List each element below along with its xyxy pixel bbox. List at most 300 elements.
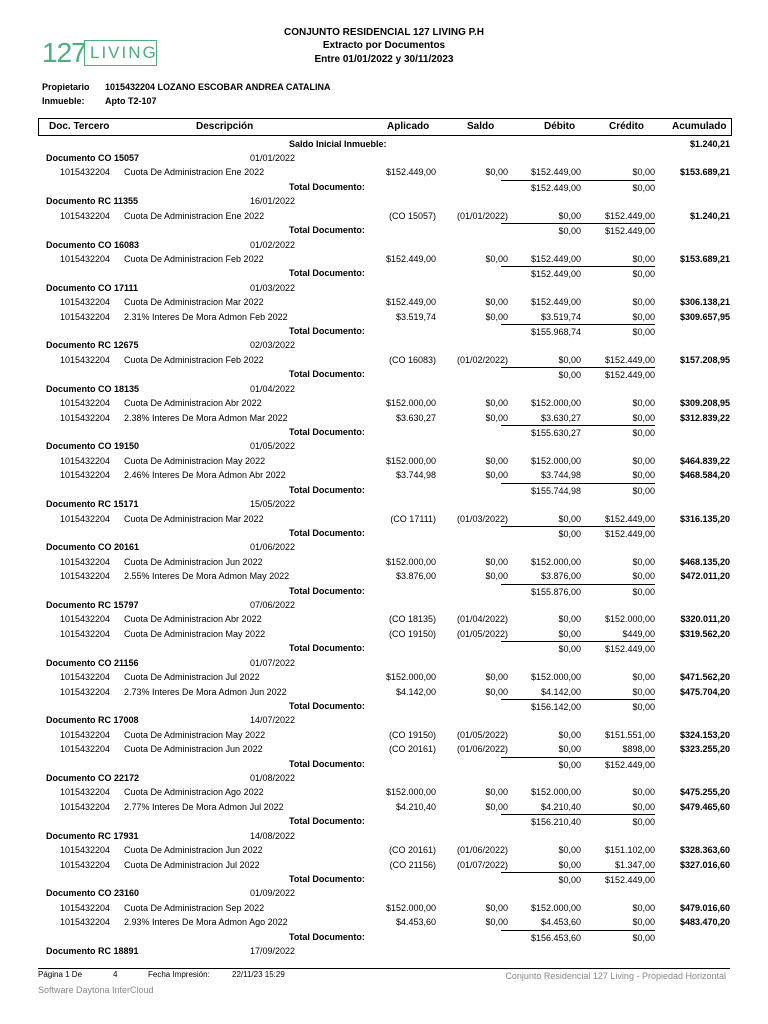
cell-tercero: 1015432204 — [60, 354, 111, 365]
logo-number: 127 — [42, 37, 86, 68]
total-credito: $0,00 — [575, 425, 655, 440]
cell-descripcion: Cuota De Administracion Sep 2022 — [124, 902, 265, 913]
table-row — [38, 785, 730, 799]
cell-credito: $0,00 — [632, 787, 655, 798]
cell-tercero: 1015432204 — [60, 167, 111, 178]
page-total: 4 — [113, 970, 118, 979]
cell-saldo: $0,00 — [485, 297, 508, 308]
cell-saldo: $0,00 — [485, 311, 508, 322]
total-credito: $152.449,00 — [575, 223, 655, 238]
document-total-row — [38, 425, 730, 439]
table-row — [38, 612, 730, 626]
document-total-row — [38, 814, 730, 828]
total-debito: $0,00 — [501, 641, 581, 656]
total-credito: $0,00 — [575, 814, 655, 829]
cell-credito: $151.551,00 — [604, 729, 655, 740]
cell-tercero: 1015432204 — [60, 297, 111, 308]
cell-credito: $1.347,00 — [614, 859, 655, 870]
total-credito: $0,00 — [575, 483, 655, 498]
cell-descripcion: Cuota De Administracion Abr 2022 — [124, 398, 262, 409]
total-debito: $155.968,74 — [501, 324, 581, 339]
cell-descripcion: Cuota De Administracion May 2022 — [124, 455, 266, 466]
cell-tercero: 1015432204 — [60, 412, 111, 423]
document-total-row — [38, 324, 730, 338]
total-debito: $152.449,00 — [501, 180, 581, 195]
property-label: Inmueble: — [42, 96, 85, 106]
table-row — [38, 353, 730, 367]
cell-aplicado: $4.142,00 — [395, 686, 436, 697]
cell-credito: $152.000,00 — [604, 614, 655, 625]
cell-acumulado: $471.562,20 — [679, 672, 730, 683]
cell-credito: $0,00 — [632, 253, 655, 264]
table-row — [38, 310, 730, 324]
cell-acumulado: $464.839,22 — [679, 455, 730, 466]
cell-acumulado: $316.135,20 — [679, 513, 730, 524]
cell-credito: $0,00 — [632, 801, 655, 812]
document-total-row — [38, 180, 730, 194]
cell-tercero: 1015432204 — [60, 672, 111, 683]
document-header-row — [38, 829, 730, 843]
cell-acumulado: $483.470,20 — [679, 917, 730, 928]
cell-credito: $449,00 — [622, 628, 655, 639]
cell-credito: $0,00 — [632, 902, 655, 913]
cell-tercero: 1015432204 — [60, 859, 111, 870]
document-date: 02/03/2022 — [250, 340, 296, 351]
cell-aplicado: $152.000,00 — [385, 787, 436, 798]
cell-saldo: (01/07/2022) — [456, 859, 508, 870]
cell-aplicado: (CO 18135) — [388, 614, 436, 625]
table-row — [38, 800, 730, 814]
owner-label: Propietario — [42, 82, 90, 92]
cell-acumulado: $323.255,20 — [679, 744, 730, 755]
cell-debito: $0,00 — [558, 614, 581, 625]
cell-acumulado: $309.657,95 — [679, 311, 730, 322]
initial-balance-row — [38, 137, 730, 151]
document-total-row — [38, 641, 730, 655]
cell-debito: $152.000,00 — [530, 455, 581, 466]
table-row — [38, 252, 730, 266]
cell-aplicado: (CO 20161) — [388, 744, 436, 755]
document-date: 16/01/2022 — [250, 196, 296, 207]
total-debito: $155.876,00 — [501, 584, 581, 599]
col-acumulado: Acumulado — [672, 121, 727, 132]
col-aplicado: Aplicado — [387, 121, 430, 132]
cell-credito: $898,00 — [622, 744, 655, 755]
cell-tercero: 1015432204 — [60, 455, 111, 466]
cell-saldo: $0,00 — [485, 686, 508, 697]
cell-descripcion: Cuota De Administracion Mar 2022 — [124, 297, 264, 308]
total-label: Total Documento: — [289, 758, 365, 769]
cell-aplicado: (CO 16083) — [388, 354, 436, 365]
cell-credito: $0,00 — [632, 455, 655, 466]
document-date: 01/05/2022 — [250, 441, 296, 452]
cell-debito: $3.744,98 — [540, 470, 581, 481]
property-value: Apto T2-107 — [105, 96, 157, 106]
cell-acumulado: $324.153,20 — [679, 729, 730, 740]
cell-credito: $152.449,00 — [604, 513, 655, 524]
cell-descripcion: Cuota De Administracion Ago 2022 — [124, 787, 264, 798]
software-footer: Software Daytona InterCloud — [38, 985, 154, 995]
cell-saldo: $0,00 — [485, 787, 508, 798]
total-label: Total Documento: — [289, 326, 365, 337]
cell-debito: $0,00 — [558, 744, 581, 755]
cell-tercero: 1015432204 — [60, 571, 111, 582]
document-id: Documento RC 11355 — [46, 196, 139, 207]
cell-aplicado: $152.000,00 — [385, 398, 436, 409]
total-label: Total Documento: — [289, 585, 365, 596]
cell-tercero: 1015432204 — [60, 614, 111, 625]
document-id: Documento CO 21156 — [46, 657, 139, 668]
cell-credito: $0,00 — [632, 686, 655, 697]
table-row — [38, 627, 730, 641]
page-label: Página 1 De — [38, 970, 83, 979]
document-date: 15/05/2022 — [250, 499, 296, 510]
cell-acumulado: $328.363,60 — [679, 845, 730, 856]
cell-acumulado: $320.011,20 — [680, 614, 730, 625]
table-row — [38, 685, 730, 699]
cell-descripcion: 2.31% Interes De Mora Admon Feb 2022 — [124, 311, 288, 322]
cell-aplicado: (CO 20161) — [388, 845, 436, 856]
document-total-row — [38, 872, 730, 886]
total-debito: $155.630,27 — [501, 425, 581, 440]
cell-aplicado: (CO 19150) — [388, 729, 436, 740]
document-header-row — [38, 886, 730, 900]
cell-credito: $152.449,00 — [604, 354, 655, 365]
cell-tercero: 1015432204 — [60, 686, 111, 697]
document-id: Documento CO 18135 — [46, 383, 140, 394]
col-descripcion: Descripción — [196, 121, 254, 132]
report-date-range: Entre 01/01/2022 y 30/11/2023 — [314, 54, 454, 65]
cell-debito: $0,00 — [558, 859, 581, 870]
document-id: Documento RC 17931 — [46, 830, 139, 841]
cell-descripcion: Cuota De Administracion Feb 2022 — [124, 354, 264, 365]
document-id: Documento RC 17008 — [46, 715, 139, 726]
cell-credito: $0,00 — [632, 398, 655, 409]
total-label: Total Documento: — [289, 369, 365, 380]
cell-credito: $0,00 — [632, 672, 655, 683]
document-id: Documento CO 20161 — [46, 542, 140, 553]
cell-credito: $0,00 — [632, 297, 655, 308]
total-credito: $152.449,00 — [575, 367, 655, 382]
cell-aplicado: $4.453,60 — [395, 917, 436, 928]
cell-debito: $0,00 — [558, 729, 581, 740]
total-debito: $0,00 — [501, 526, 581, 541]
table-row — [38, 858, 730, 872]
cell-saldo: $0,00 — [485, 167, 508, 178]
cell-tercero: 1015432204 — [60, 253, 111, 264]
cell-debito: $152.449,00 — [530, 167, 581, 178]
cell-saldo: (01/01/2022) — [456, 210, 508, 221]
total-label: Total Documento: — [289, 931, 365, 942]
table-row — [38, 454, 730, 468]
cell-saldo: (01/03/2022) — [456, 513, 508, 524]
total-credito: $0,00 — [575, 699, 655, 714]
cell-saldo: $0,00 — [485, 412, 508, 423]
cell-debito: $4.210,40 — [540, 801, 581, 812]
cell-descripcion: Cuota De Administracion Abr 2022 — [124, 614, 262, 625]
document-header-row — [38, 382, 730, 396]
cell-acumulado: $475.255,20 — [679, 787, 730, 798]
table-row — [38, 209, 730, 223]
initial-balance-label: Saldo Inicial Inmueble: — [289, 139, 387, 149]
table-row — [38, 468, 730, 482]
total-credito: $152.449,00 — [575, 757, 655, 772]
table-row — [38, 396, 730, 410]
cell-descripcion: Cuota De Administracion May 2022 — [124, 628, 266, 639]
document-id: Documento CO 22172 — [46, 773, 140, 784]
report-title: CONJUNTO RESIDENCIAL 127 LIVING P.H — [283, 27, 485, 38]
document-total-row — [38, 930, 730, 944]
document-total-row — [38, 367, 730, 381]
cell-acumulado: $153.689,21 — [679, 167, 730, 178]
document-date: 07/06/2022 — [250, 600, 296, 611]
cell-acumulado: $468.135,20 — [679, 556, 730, 567]
cell-descripcion: Cuota De Administracion Jun 2022 — [124, 845, 263, 856]
footer-divider — [38, 968, 730, 969]
table-row — [38, 915, 730, 929]
cell-acumulado: $327.016,60 — [679, 859, 730, 870]
cell-credito: $0,00 — [632, 917, 655, 928]
cell-debito: $152.000,00 — [530, 672, 581, 683]
total-debito: $0,00 — [501, 757, 581, 772]
document-date: 01/09/2022 — [250, 888, 296, 899]
table-row — [38, 901, 730, 915]
table-row — [38, 295, 730, 309]
logo-word: LIVING — [90, 43, 158, 62]
document-header-row — [38, 151, 730, 165]
col-doc-tercero: Doc. Tercero — [49, 121, 110, 132]
total-credito: $0,00 — [575, 324, 655, 339]
cell-tercero: 1015432204 — [60, 311, 111, 322]
table-row — [38, 670, 730, 684]
total-label: Total Documento: — [289, 225, 365, 236]
cell-saldo: (01/02/2022) — [456, 354, 508, 365]
cell-acumulado: $472.011,20 — [680, 571, 730, 582]
table-row — [38, 742, 730, 756]
cell-descripcion: Cuota De Administracion May 2022 — [124, 729, 266, 740]
cell-debito: $3.519,74 — [540, 311, 581, 322]
cell-saldo: (01/05/2022) — [456, 628, 508, 639]
cell-saldo: $0,00 — [485, 917, 508, 928]
company-footer: Conjunto Residencial 127 Living - Propiedad Horizontal — [505, 971, 726, 981]
total-credito: $0,00 — [575, 584, 655, 599]
cell-tercero: 1015432204 — [60, 556, 111, 567]
cell-aplicado: (CO 17111) — [390, 513, 436, 524]
cell-descripcion: Cuota De Administracion Jun 2022 — [124, 556, 263, 567]
cell-descripcion: 2.93% Interes De Mora Admon Ago 2022 — [124, 917, 288, 928]
document-header-row — [38, 439, 730, 453]
document-header-row — [38, 656, 730, 670]
total-label: Total Documento: — [289, 874, 365, 884]
cell-acumulado: $157.208,95 — [679, 354, 730, 365]
cell-debito: $4.453,60 — [540, 917, 581, 928]
document-header-row — [38, 497, 730, 511]
cell-aplicado: $152.449,00 — [385, 297, 436, 308]
document-id: Documento CO 23160 — [46, 888, 140, 899]
document-total-row — [38, 223, 730, 237]
total-debito: $0,00 — [501, 223, 581, 238]
cell-debito: $152.449,00 — [530, 297, 581, 308]
document-header-row — [38, 338, 730, 352]
cell-tercero: 1015432204 — [60, 845, 111, 856]
cell-saldo: $0,00 — [485, 470, 508, 481]
cell-saldo: $0,00 — [485, 902, 508, 913]
document-id: Documento CO 19150 — [46, 441, 140, 452]
document-total-row — [38, 483, 730, 497]
cell-debito: $0,00 — [558, 845, 581, 856]
document-total-row — [38, 526, 730, 540]
cell-debito: $152.449,00 — [530, 253, 581, 264]
document-id: Documento CO 16083 — [46, 239, 140, 250]
table-row — [38, 411, 730, 425]
cell-saldo: $0,00 — [485, 801, 508, 812]
cell-tercero: 1015432204 — [60, 628, 111, 639]
table-row — [38, 555, 730, 569]
cell-saldo: (01/06/2022) — [456, 744, 508, 755]
table-row — [38, 843, 730, 857]
cell-aplicado: $4.210,40 — [395, 801, 436, 812]
document-header-row — [38, 944, 730, 958]
cell-acumulado: $319.562,20 — [679, 628, 730, 639]
cell-saldo: (01/04/2022) — [456, 614, 508, 625]
total-debito: $0,00 — [501, 872, 581, 887]
table-header — [38, 118, 732, 136]
document-total-row — [38, 584, 730, 598]
cell-debito: $3.630,27 — [540, 412, 581, 423]
document-date: 01/04/2022 — [250, 383, 296, 394]
col-saldo: Saldo — [467, 121, 495, 132]
cell-saldo: (01/06/2022) — [456, 845, 508, 856]
cell-credito: $0,00 — [632, 571, 655, 582]
cell-descripcion: 2.46% Interes De Mora Admon Abr 2022 — [124, 470, 286, 481]
document-header-row — [38, 540, 730, 554]
cell-debito: $0,00 — [558, 210, 581, 221]
total-label: Total Documento: — [289, 700, 365, 711]
cell-debito: $0,00 — [558, 513, 581, 524]
document-id: Documento CO 15057 — [46, 153, 140, 163]
cell-acumulado: $475.704,20 — [679, 686, 730, 697]
document-id: Documento RC 18891 — [46, 946, 139, 957]
cell-acumulado: $468.584,20 — [679, 470, 730, 481]
cell-tercero: 1015432204 — [60, 470, 111, 481]
total-label: Total Documento: — [289, 268, 365, 279]
cell-tercero: 1015432204 — [60, 398, 111, 409]
document-date: 01/08/2022 — [250, 773, 296, 784]
cell-tercero: 1015432204 — [60, 917, 111, 928]
document-date: 01/06/2022 — [250, 542, 296, 553]
cell-tercero: 1015432204 — [60, 210, 111, 221]
total-credito: $0,00 — [575, 930, 655, 945]
print-date-label: Fecha Impresión: — [148, 970, 210, 979]
total-credito: $152.449,00 — [575, 526, 655, 541]
cell-aplicado: $152.000,00 — [385, 455, 436, 466]
cell-acumulado: $309.208,95 — [679, 398, 730, 409]
total-label: Total Documento: — [289, 816, 365, 827]
total-credito: $152.449,00 — [575, 641, 655, 656]
cell-saldo: $0,00 — [485, 672, 508, 683]
cell-credito: $151.102,00 — [604, 845, 655, 856]
cell-saldo: $0,00 — [485, 556, 508, 567]
cell-aplicado: $3.630,27 — [395, 412, 436, 423]
cell-descripcion: Cuota De Administracion Jul 2022 — [124, 672, 260, 683]
cell-descripcion: 2.73% Interes De Mora Admon Jun 2022 — [124, 686, 287, 697]
cell-descripcion: Cuota De Administracion Ene 2022 — [124, 167, 265, 178]
document-id: Documento RC 12675 — [46, 340, 139, 351]
document-date: 01/01/2022 — [250, 153, 296, 163]
cell-credito: $0,00 — [632, 412, 655, 423]
document-header-row — [38, 598, 730, 612]
cell-debito: $152.000,00 — [530, 398, 581, 409]
total-credito: $0,00 — [575, 266, 655, 281]
document-date: 17/09/2022 — [250, 946, 296, 957]
print-date: 22/11/23 15:29 — [232, 970, 285, 979]
total-debito: $152.449,00 — [501, 266, 581, 281]
cell-aplicado: (CO 19150) — [388, 628, 436, 639]
document-header-row — [38, 713, 730, 727]
document-date: 14/07/2022 — [250, 715, 296, 726]
cell-debito: $3.876,00 — [540, 571, 581, 582]
total-label: Total Documento: — [289, 643, 365, 654]
cell-aplicado: $152.449,00 — [385, 253, 436, 264]
cell-tercero: 1015432204 — [60, 902, 111, 913]
cell-saldo: $0,00 — [485, 253, 508, 264]
total-debito: $156.453,60 — [501, 930, 581, 945]
cell-descripcion: 2.55% Interes De Mora Admon May 2022 — [124, 571, 290, 582]
cell-saldo: $0,00 — [485, 455, 508, 466]
document-id: Documento RC 15797 — [46, 600, 139, 611]
cell-tercero: 1015432204 — [60, 744, 111, 755]
cell-credito: $0,00 — [632, 470, 655, 481]
document-header-row — [38, 771, 730, 785]
document-total-row — [38, 266, 730, 280]
col-credito: Crédito — [609, 121, 644, 132]
document-header-row — [38, 238, 730, 252]
cell-credito: $152.449,00 — [604, 210, 655, 221]
total-debito: $156.142,00 — [501, 699, 581, 714]
total-debito: $156.210,40 — [501, 814, 581, 829]
cell-debito: $152.000,00 — [530, 902, 581, 913]
cell-aplicado: (CO 21156) — [389, 859, 436, 870]
cell-descripcion: Cuota De Administracion Jul 2022 — [124, 859, 260, 870]
cell-aplicado: $152.000,00 — [385, 556, 436, 567]
cell-debito: $152.000,00 — [530, 556, 581, 567]
cell-aplicado: $3.519,74 — [395, 311, 436, 322]
total-label: Total Documento: — [289, 181, 365, 192]
cell-aplicado: (CO 15057) — [388, 210, 436, 221]
cell-debito: $152.000,00 — [530, 787, 581, 798]
cell-saldo: $0,00 — [485, 398, 508, 409]
owner-value: 1015432204 LOZANO ESCOBAR ANDREA CATALINA — [105, 82, 331, 92]
report-subtitle: Extracto por Documentos — [322, 40, 446, 51]
cell-aplicado: $152.000,00 — [385, 902, 436, 913]
cell-tercero: 1015432204 — [60, 729, 111, 740]
cell-debito: $0,00 — [558, 628, 581, 639]
col-debito: Débito — [544, 121, 576, 132]
cell-acumulado: $479.465,60 — [679, 801, 730, 812]
cell-descripcion: Cuota De Administracion Mar 2022 — [124, 513, 264, 524]
document-date: 01/03/2022 — [250, 282, 296, 293]
cell-aplicado: $3.876,00 — [395, 571, 436, 582]
cell-descripcion: 2.38% Interes De Mora Admon Mar 2022 — [124, 412, 288, 423]
table-row — [38, 569, 730, 583]
cell-saldo: $0,00 — [485, 571, 508, 582]
cell-acumulado: $1.240,21 — [689, 210, 730, 221]
document-date: 01/07/2022 — [250, 657, 296, 668]
document-id: Documento RC 15171 — [46, 499, 139, 510]
total-label: Total Documento: — [289, 527, 365, 538]
cell-aplicado: $152.000,00 — [385, 672, 436, 683]
cell-acumulado: $312.839,22 — [679, 412, 730, 423]
